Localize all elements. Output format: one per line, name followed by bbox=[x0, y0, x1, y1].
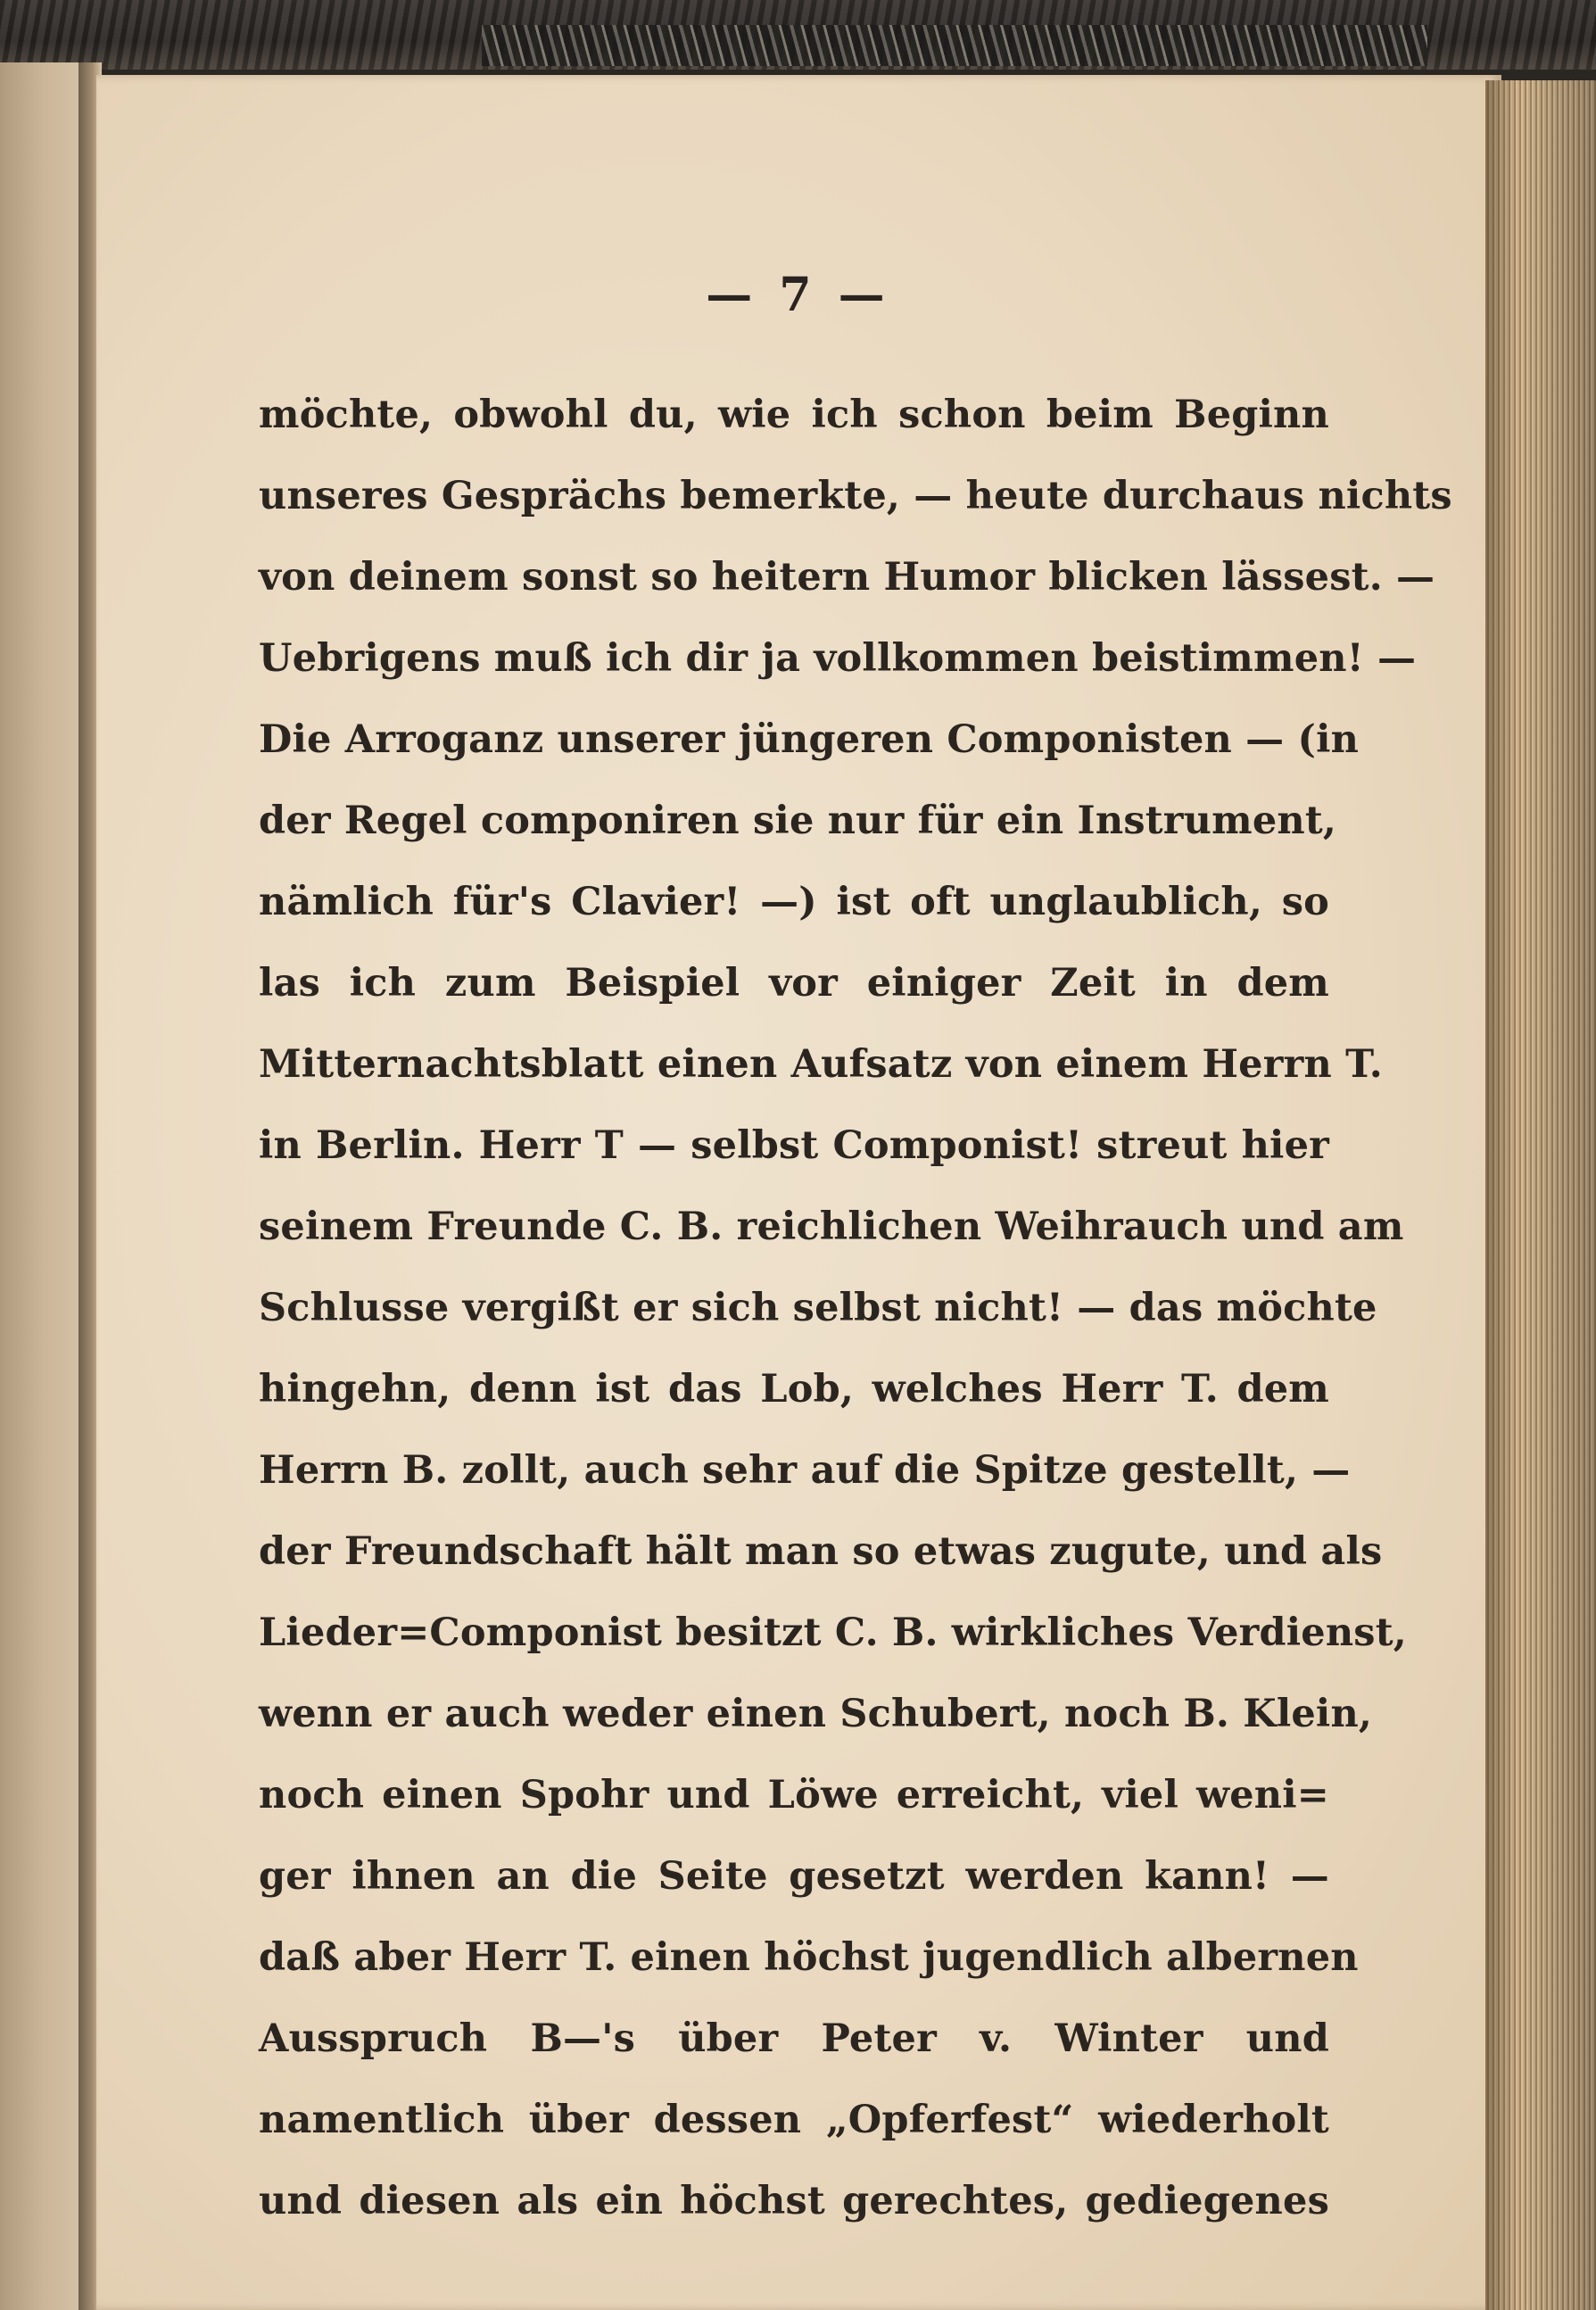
text-line: Uebrigens muß ich dir ja vollkommen beistimmen! — bbox=[259, 636, 1417, 681]
page-number: — 7 — bbox=[706, 268, 890, 322]
text-line: Schlusse vergißt er sich selbst nicht! — das möchte bbox=[259, 1286, 1377, 1330]
text-line: Lieder=Componist besitzt C. B. wirkliches Verdienst, bbox=[259, 1610, 1407, 1655]
text-line: namentlich über dessen „Opferfest“ wiederholt bbox=[259, 2098, 1329, 2142]
text-line: noch einen Spohr und Löwe erreicht, viel weni= bbox=[259, 1773, 1329, 1817]
text-line: wenn er auch weder einen Schubert, noch B. Klein, bbox=[259, 1692, 1373, 1736]
body-text bbox=[259, 375, 1452, 2242]
page-edges-shadow bbox=[1485, 80, 1596, 2310]
text-line: Mitternachtsblatt einen Aufsatz von einem Herrn T. bbox=[259, 1042, 1383, 1087]
book-binding-top bbox=[0, 0, 1596, 70]
text-line: Ausspruch B—'s über Peter v. Winter und bbox=[259, 2016, 1329, 2061]
text-line: möchte, obwohl du, wie ich schon beim Beginn bbox=[259, 393, 1329, 437]
text-line: nämlich für's Clavier! —) ist oft unglaublich, so bbox=[259, 880, 1329, 924]
left-facing-page-edge bbox=[0, 62, 89, 2310]
text-line: ger ihnen an die Seite gesetzt werden kann! — bbox=[259, 1854, 1329, 1899]
text-line: seinem Freunde C. B. reichlichen Weihrauch und am bbox=[259, 1205, 1404, 1249]
text-line: und diesen als ein höchst gerechtes, gediegenes bbox=[259, 2179, 1329, 2223]
text-line: der Regel componiren sie nur für ein Instrument, bbox=[259, 799, 1337, 843]
text-line: von deinem sonst so heitern Humor blicken lässest. — bbox=[259, 555, 1435, 600]
text-line: unseres Gesprächs bemerkte, — heute durchaus nichts bbox=[259, 474, 1452, 518]
text-line: in Berlin. Herr T — selbst Componist! streut hier bbox=[259, 1123, 1329, 1168]
text-line: der Freundschaft hält man so etwas zugute, und als bbox=[259, 1529, 1383, 1574]
text-line: Herrn B. zollt, auch sehr auf die Spitze gestellt, — bbox=[259, 1448, 1351, 1493]
text-line: hingehn, denn ist das Lob, welches Herr T. dem bbox=[259, 1367, 1329, 1412]
text-line: las ich zum Beispiel vor einiger Zeit in dem bbox=[259, 961, 1329, 1006]
marbled-cover-edge bbox=[482, 25, 1427, 66]
text-line: Die Arroganz unserer jüngeren Componisten — (in bbox=[259, 717, 1360, 762]
text-line: daß aber Herr T. einen höchst jugendlich albernen bbox=[259, 1935, 1359, 1980]
